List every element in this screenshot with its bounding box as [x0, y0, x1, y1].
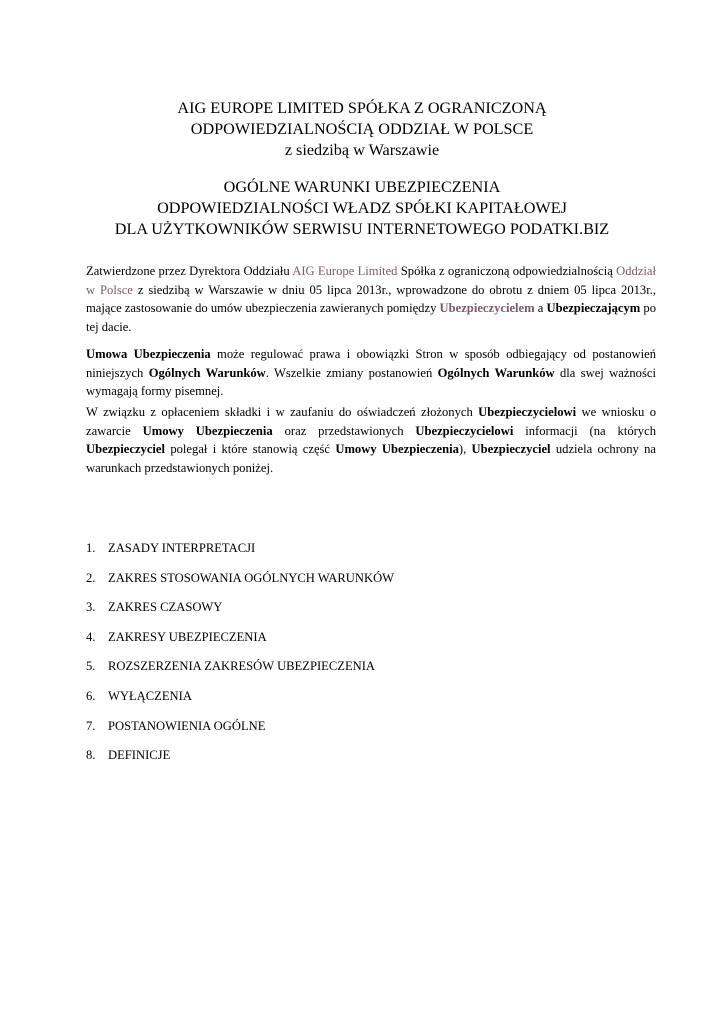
- toc-label: ZASADY INTERPRETACJI: [108, 541, 256, 555]
- toc-item: [86, 657, 646, 687]
- text-run: udziela ochrony na warunkach przedstawionych poniżej.: [86, 442, 656, 475]
- toc-label: DEFINICJE: [108, 748, 171, 763]
- defined-term: Umowy Ubezpieczenia: [335, 442, 459, 456]
- toc-number: 4.: [86, 629, 96, 644]
- text-run: może regulować prawa i obowiązki Stron w sposób odbiegający od postanowień niniejszych: [86, 347, 656, 380]
- text-run: Spółka z ograniczoną odpowiedzialnością: [397, 264, 617, 278]
- defined-term: Ubezpieczycielem: [439, 301, 535, 315]
- text-run: po tej dacie.: [86, 301, 656, 334]
- title-line-2: ODPOWIEDZIALNOŚCI WŁADZ SPÓŁKI KAPITAŁOWEJ: [157, 199, 567, 217]
- toc-item: [86, 539, 646, 569]
- defined-term: Umowa Ubezpieczenia: [86, 347, 211, 361]
- toc-item: [86, 746, 646, 776]
- toc-item: [86, 598, 646, 628]
- company-name-line-2: ODPOWIEDZIALNOŚCIĄ ODDZIAŁ W POLSCE: [190, 120, 534, 138]
- toc-label: ROZSZERZENIA ZAKRESÓW UBEZPIECZENIA: [108, 659, 376, 674]
- defined-term: Ubezpieczycielowi: [415, 423, 514, 438]
- toc-label: ZAKRES STOSOWANIA OGÓLNYCH WARUNKÓW: [108, 570, 395, 585]
- company-name-line-1: AIG EUROPE LIMITED SPÓŁKA Z OGRANICZONĄ: [177, 99, 547, 117]
- title-line-3: DLA UŻYTKOWNIKÓW SERWISU INTERNETOWEGO PODATKI.BIZ: [114, 220, 610, 238]
- toc-number: 2.: [86, 570, 96, 585]
- toc-item: [86, 628, 646, 658]
- text-run: . Wszelkie zmiany postanowień: [265, 365, 438, 380]
- agreement-paragraph: [86, 345, 656, 401]
- defined-term: Ubezpieczycielowi: [478, 405, 577, 419]
- defined-term: Ogólnych Warunków: [148, 365, 266, 380]
- text-run: z siedzibą w Warszawie w dniu 05 lipca 2013r., wprowadzone do obrotu z dniem 05 lipca 2013r., mające zastosowanie do umów ubezpieczenia zawieranych pomiędzy: [86, 282, 657, 315]
- defined-term: Ubezpieczającym: [546, 301, 641, 315]
- text-run: dla swej ważności wymagają formy pisemnej.: [86, 365, 656, 398]
- coverage-paragraph: [86, 403, 656, 477]
- toc-number: 7.: [86, 718, 96, 733]
- approval-paragraph: [86, 262, 656, 336]
- defined-term: Ubezpieczyciel: [471, 442, 551, 456]
- toc-item: [86, 687, 646, 717]
- defined-term: Umowy Ubezpieczenia: [142, 423, 273, 438]
- highlighted-term: AIG Europe Limited: [292, 264, 398, 278]
- toc-number: 8.: [86, 748, 96, 763]
- text-run: ),: [458, 442, 472, 456]
- toc-label: POSTANOWIENIA OGÓLNE: [108, 718, 266, 733]
- toc-number: 3.: [86, 600, 96, 615]
- toc-label: WYŁĄCZENIA: [108, 688, 192, 703]
- text-run: we wniosku o zawarcie: [86, 405, 656, 438]
- text-run: polegał i które stanowią część: [165, 442, 336, 456]
- table-of-contents: [86, 539, 646, 776]
- toc-number: 6.: [86, 688, 96, 703]
- defined-term: Ubezpieczyciel: [86, 442, 166, 456]
- toc-item: [86, 569, 646, 599]
- text-run: a: [534, 301, 547, 315]
- document-title: [0, 177, 724, 240]
- text-run: informacji (na których: [513, 423, 656, 438]
- company-seat: z siedzibą w Warszawie: [284, 141, 440, 159]
- toc-item: [86, 717, 646, 747]
- text-run: W związku z opłaceniem składki i w zaufaniu do oświadczeń złożonych: [86, 405, 479, 419]
- toc-label: ZAKRES CZASOWY: [108, 600, 223, 615]
- text-run: oraz przedstawionych: [272, 423, 416, 438]
- title-line-1: OGÓLNE WARUNKI UBEZPIECZENIA: [223, 178, 501, 196]
- toc-label: ZAKRESY UBEZPIECZENIA: [108, 629, 267, 644]
- highlighted-term: Oddział w Polsce: [86, 264, 656, 297]
- toc-number: 1.: [86, 541, 96, 555]
- toc-number: 5.: [86, 659, 96, 674]
- defined-term: Ogólnych Warunków: [437, 365, 555, 380]
- company-header: [0, 98, 724, 161]
- text-run: Zatwierdzone przez Dyrektora Oddziału: [86, 264, 293, 278]
